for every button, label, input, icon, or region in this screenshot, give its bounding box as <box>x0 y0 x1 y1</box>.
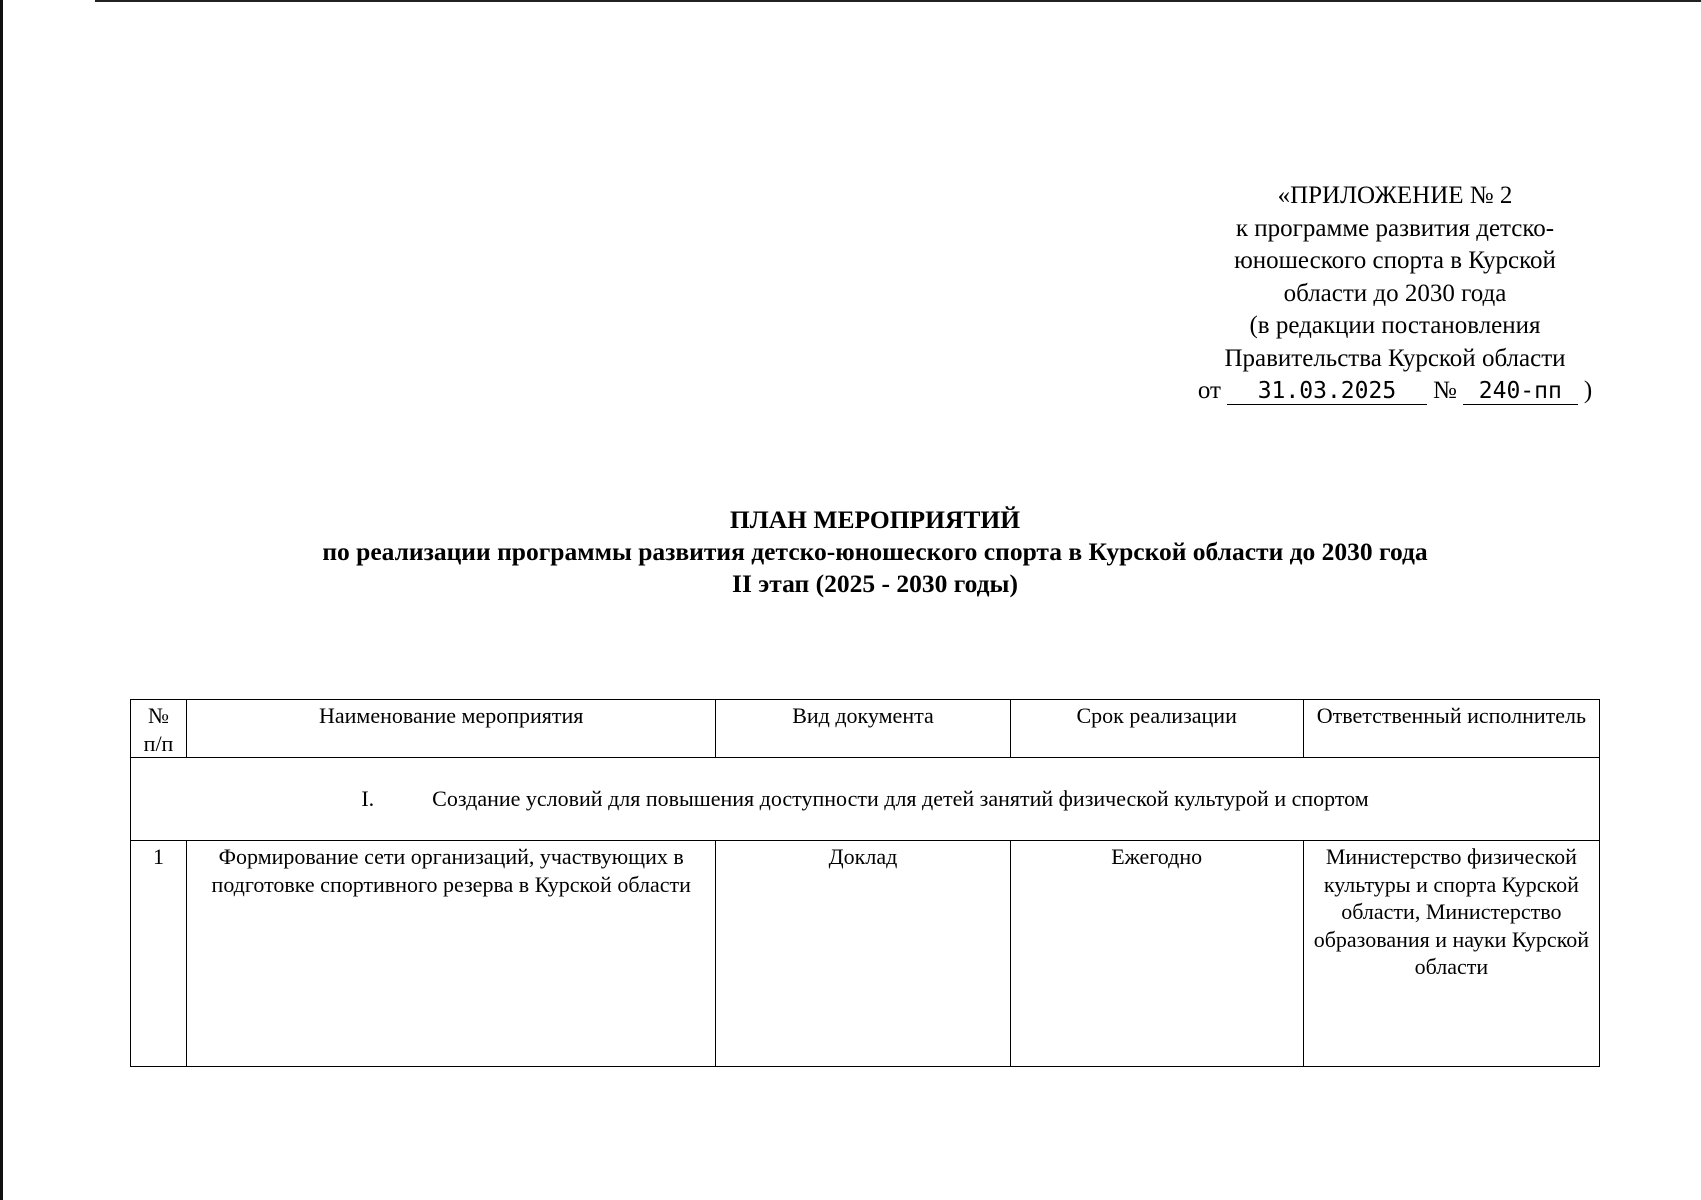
row-num: 1 <box>131 841 187 1067</box>
appendix-line-4: области до 2030 года <box>1283 279 1507 307</box>
row-name: Формирование сети организаций, участвующих в подготовке спортивного резерва в Курской области <box>187 841 716 1067</box>
section-numeral: I. <box>361 786 375 812</box>
row-term: Ежегодно <box>1010 841 1303 1067</box>
appendix-line-6: Правительства Курской области <box>1224 344 1566 372</box>
plan-table <box>130 699 1600 1067</box>
document-title <box>130 504 1620 600</box>
header-name: Наименование мероприятия <box>187 700 716 758</box>
header-term: Срок реализации <box>1010 700 1303 758</box>
header-resp: Ответственный исполнитель <box>1303 700 1599 758</box>
row-doc: Доклад <box>716 841 1010 1067</box>
resolution-number: 240-пп <box>1463 378 1578 405</box>
title-line-1: ПЛАН МЕРОПРИЯТИЙ <box>729 505 1021 534</box>
closing-paren: ) <box>1583 377 1593 404</box>
header-doc: Вид документа <box>716 700 1010 758</box>
table-header-row <box>131 700 1600 758</box>
appendix-line-2: к программе развития детско- <box>1235 214 1555 242</box>
row-resp: Министерство физической культуры и спорта Курской области, Министерство образования и науки Курской области <box>1303 841 1599 1067</box>
header-num: № п/п <box>131 700 187 758</box>
scan-edge-top <box>95 0 1701 2</box>
section-row <box>131 758 1600 841</box>
title-line-2: по реализации программы развития детско-юношеского спорта в Курской области до 2030 года <box>322 537 1428 566</box>
title-line-3: II этап (2025 - 2030 годы) <box>732 569 1018 598</box>
scan-edge-left <box>0 0 3 1200</box>
table-row <box>131 841 1600 1067</box>
appendix-header <box>1170 180 1620 408</box>
section-cell <box>131 758 1600 841</box>
section-title: Создание условий для повышения доступности для детей занятий физической культурой и спортом <box>432 786 1369 812</box>
appendix-line-1: «ПРИЛОЖЕНИЕ № 2 <box>1277 182 1513 209</box>
number-prefix: № <box>1432 377 1457 404</box>
date-prefix: от <box>1197 377 1221 404</box>
appendix-line-3: юношеского спорта в Курской <box>1234 247 1556 274</box>
resolution-date: 31.03.2025 <box>1227 378 1427 405</box>
appendix-date-line <box>1170 375 1620 408</box>
appendix-line-5: (в редакции постановления <box>1249 312 1541 339</box>
